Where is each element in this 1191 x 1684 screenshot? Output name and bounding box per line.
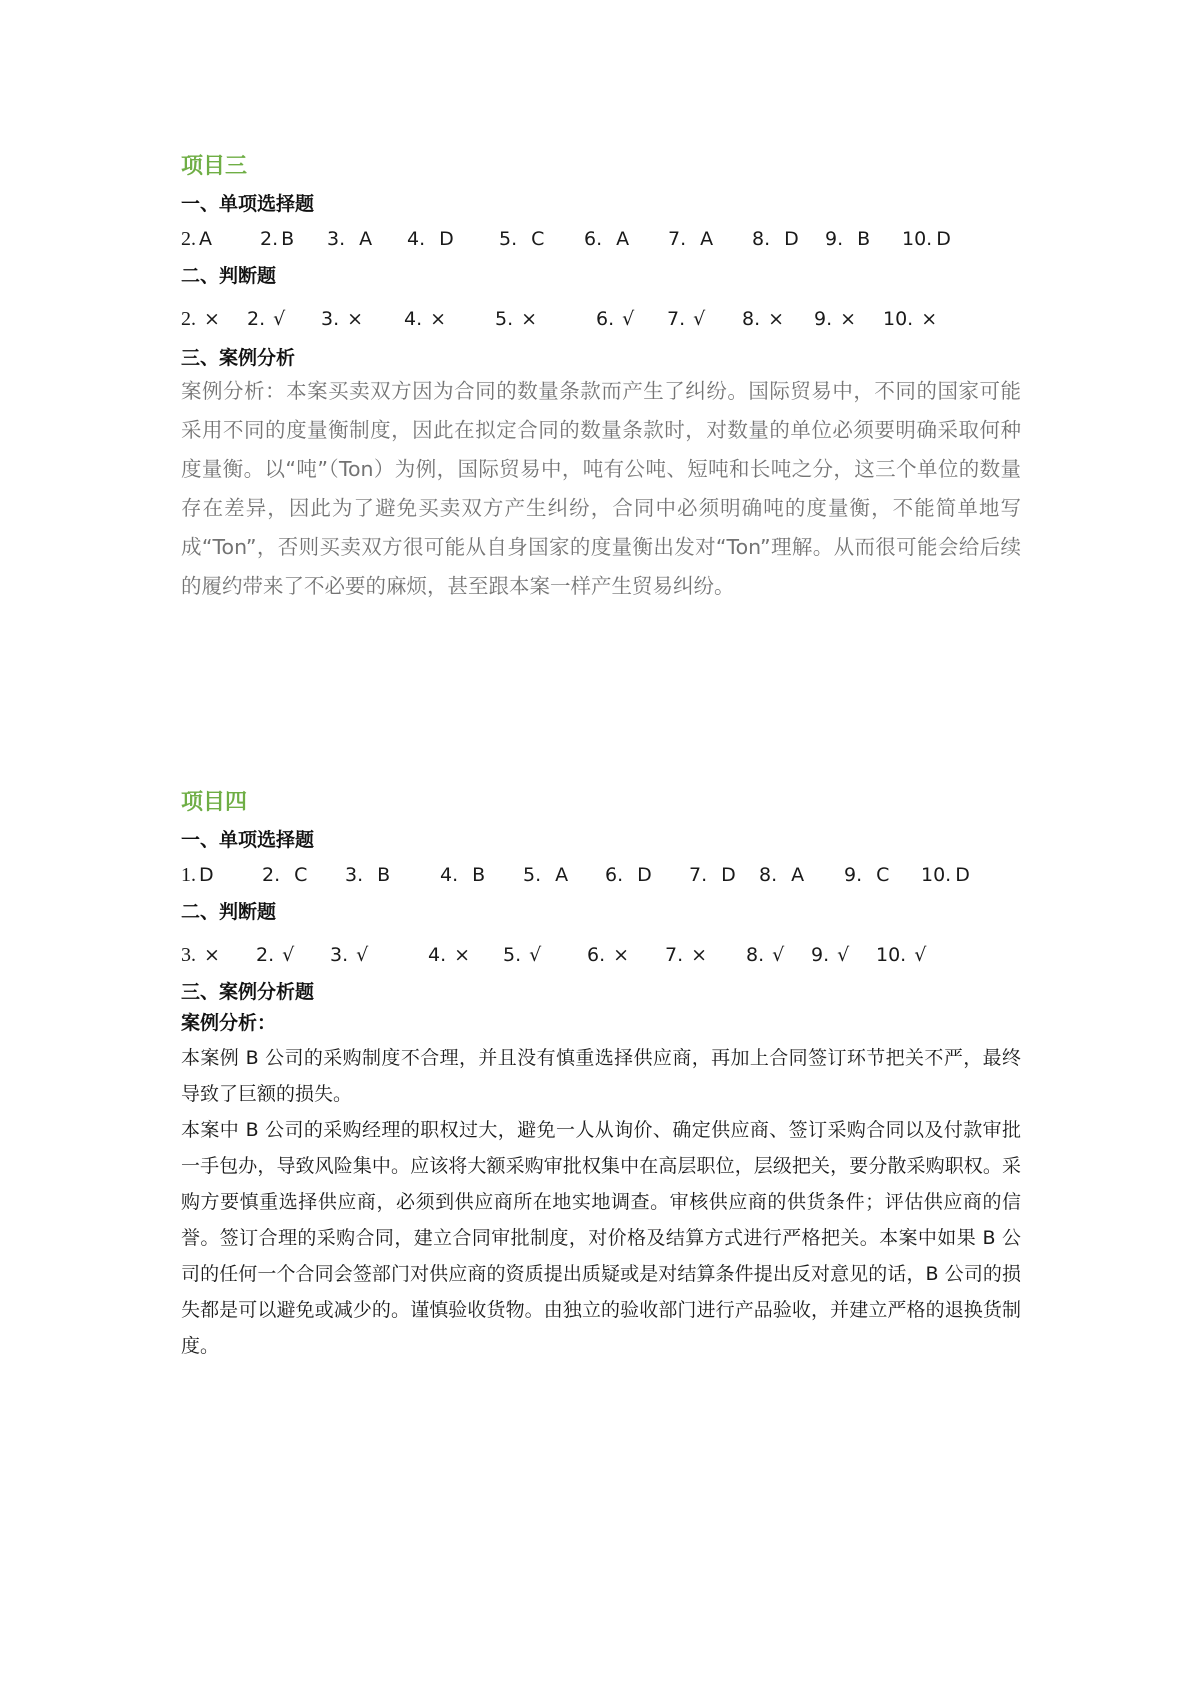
- project-4-case-paragraph-2: 本案中 B 公司的采购经理的职权过大，避免一人从询价、确定供应商、签订采购合同以及付款审批一手包办，导致风险集中。应该将大额采购审批权集中在高层职位，层级把关，要分散采购职权。采购方要慎重选择供应商，必须到供应商所在地实地调查。审核供应商的供货条件；评估供应商的信誉。签订合理的采购合同，建立合同审批制度，对价格及结算方式进行严格把关。本案中如果 B 公司的任何一个合同会签部门对供应商的资质提出质疑或是对结算条件提出反对意见的话，B 公司的损失都是可以避免或减少的。谨慎验收货物。由独立的验收部门进行产品验收，并建立严格的退换货制度。: [181, 1119, 1021, 1357]
- answer-item: 8. ×: [742, 308, 785, 330]
- project-3-case-heading: 三、案例分析: [181, 347, 296, 369]
- project-4-judgement-heading: 二、判断题: [181, 901, 277, 923]
- answer-item: 2. ×: [181, 308, 220, 330]
- answer-item: 3. A: [327, 228, 373, 250]
- answer-item: 6. A: [584, 228, 630, 250]
- answer-item: 9. ×: [814, 308, 857, 330]
- answer-item: 6. D: [605, 864, 652, 886]
- answer-item: 2. √: [256, 944, 295, 966]
- answer-item: 5. ×: [495, 308, 538, 330]
- answer-item: 2. C: [262, 864, 308, 886]
- project-4-case-heading: 三、案例分析题: [181, 981, 315, 1003]
- answer-item: 5. √: [503, 944, 542, 966]
- project-3-judgement-answers: [181, 290, 1021, 342]
- answer-item: 2. B: [260, 228, 295, 250]
- project-4-single-choice-answers: [181, 854, 1021, 898]
- answer-item: 7. √: [667, 308, 706, 330]
- answer-item: 5. A: [523, 864, 569, 886]
- answer-item: 3. ×: [181, 944, 220, 966]
- answer-item: 7. A: [668, 228, 714, 250]
- answer-item: 10. D: [902, 228, 951, 250]
- answer-item: 8. √: [746, 944, 785, 966]
- project-4-title: 项目四: [181, 790, 248, 815]
- answer-item: 9. √: [811, 944, 850, 966]
- answer-item: 4. ×: [428, 944, 471, 966]
- answer-item: 8. D: [752, 228, 799, 250]
- answer-item: 1. D: [181, 864, 214, 886]
- answer-item: 10. D: [921, 864, 970, 886]
- answer-item: 9. C: [844, 864, 890, 886]
- answer-item: 10. ×: [883, 308, 938, 330]
- project-4-case-paragraph-1: 本案例 B 公司的采购制度不合理，并且没有慎重选择供应商，再加上合同签订环节把关不严，最终导致了巨额的损失。: [181, 1047, 1021, 1105]
- project-3-judgement-heading: 二、判断题: [181, 265, 277, 287]
- answer-item: 4. ×: [404, 308, 447, 330]
- project-3-single-choice-heading: 一、单项选择题: [181, 193, 315, 215]
- answer-item: 6. ×: [587, 944, 630, 966]
- project-4-case-label: 案例分析：: [181, 1012, 277, 1034]
- answer-item: 7. D: [689, 864, 736, 886]
- project-3-single-choice-answers: [181, 218, 1021, 262]
- answer-item: 4. B: [440, 864, 486, 886]
- answer-item: 2. √: [247, 308, 286, 330]
- answer-item: 9. B: [825, 228, 871, 250]
- project-3-case-text: 案例分析：本案买卖双方因为合同的数量条款而产生了纠纷。国际贸易中，不同的国家可能采用不同的度量衡制度，因此在拟定合同的数量条款时，对数量的单位必须要明确采取何种度量衡。以“吨”（Ton）为例，国际贸易中，吨有公吨、短吨和长吨之分，这三个单位的数量存在差异，因此为了避免买卖双方产生纠纷，合同中必须明确吨的度量衡，不能简单地写成“Ton”，否则买卖双方很可能从自身国家的度量衡出发对“Ton”理解。从而很可能会给后续的履约带来了不必要的麻烦，甚至跟本案一样产生贸易纠纷。: [181, 379, 1021, 598]
- project-4-single-choice-heading: 一、单项选择题: [181, 829, 315, 851]
- answer-item: 4. D: [407, 228, 454, 250]
- answer-item: 8. A: [759, 864, 805, 886]
- project-4-judgement-answers: [181, 926, 1021, 978]
- answer-item: 3. ×: [321, 308, 364, 330]
- project-4-section: [181, 788, 1021, 1364]
- answer-item: 2. A: [181, 228, 212, 250]
- answer-item: 3. √: [330, 944, 369, 966]
- answer-item: 5. C: [499, 228, 545, 250]
- answer-item: 3. B: [345, 864, 391, 886]
- answer-item: 7. ×: [665, 944, 708, 966]
- answer-item: 10. √: [876, 944, 927, 966]
- project-3-title: 项目三: [181, 154, 248, 179]
- project-3-section: [181, 152, 1021, 606]
- answer-item: 6. √: [596, 308, 635, 330]
